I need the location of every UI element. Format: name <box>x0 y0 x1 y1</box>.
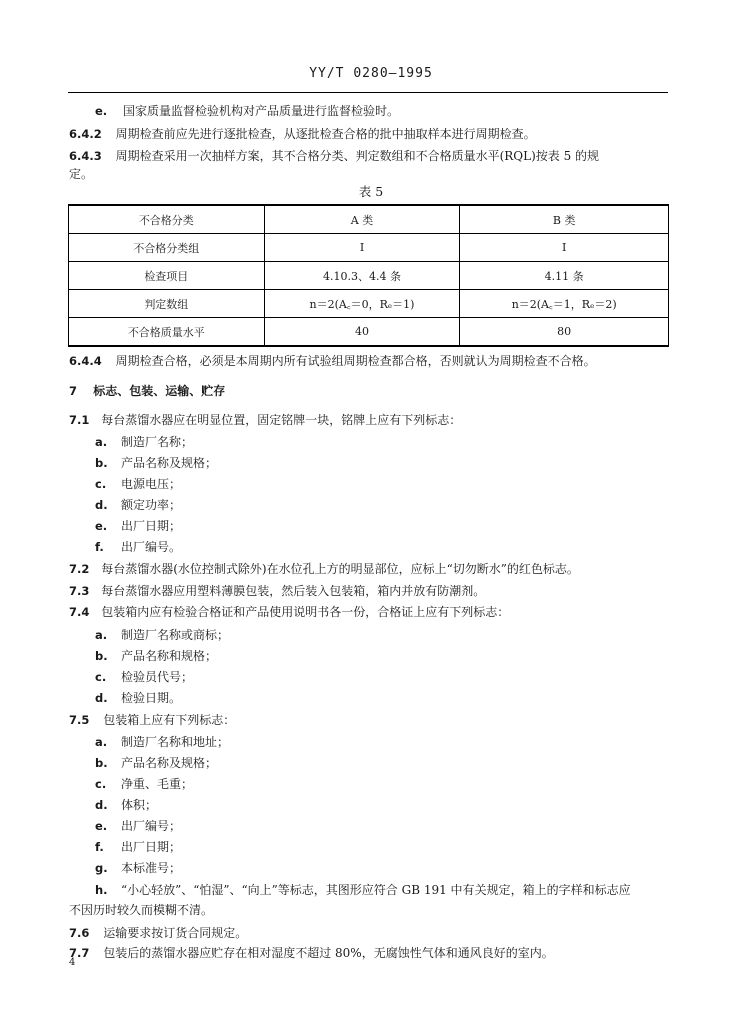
clause-text: 周期检查合格，必须是本周期内所有试验组周期检查都合格，否则就认为周期检查不合格。 <box>115 354 596 368</box>
clause-continuation: 定。 <box>69 167 94 181</box>
item-label: c. <box>95 477 107 491</box>
item-label: f. <box>95 540 104 554</box>
item-label: g. <box>95 861 108 875</box>
clause-text: 包装后的蒸馏水器应贮存在相对湿度不超过 80%，无腐蚀性气体和通风良好的室内。 <box>103 946 554 960</box>
clause-7-2 <box>69 561 579 577</box>
section-number: 7 <box>69 384 78 398</box>
item-text: 净重、毛重； <box>121 777 194 791</box>
clause-number: 7.7 <box>69 946 90 960</box>
item-text: 国家质量监督检验机构对产品质量进行监督检验时。 <box>123 104 400 118</box>
list-item <box>95 797 157 813</box>
list-item <box>95 476 181 492</box>
item-text: 产品名称及规格； <box>121 756 218 770</box>
list-item <box>95 627 229 643</box>
clause-6-4-3 <box>69 148 599 164</box>
item-text: 检验员代号； <box>121 670 194 684</box>
clause-7-4 <box>69 604 509 620</box>
clause-6-4-4 <box>69 353 596 369</box>
clause-number: 7.2 <box>69 562 90 576</box>
clause-7-1 <box>69 412 461 428</box>
clause-6-4-2 <box>69 126 536 142</box>
table-row <box>69 318 669 347</box>
clause-text: 每台蒸馏水器(水位控制式除外)在水位孔上方的明显部位，应标上“切勿断水”的红色标志。 <box>101 562 579 576</box>
item-label: c. <box>95 670 107 684</box>
table-cell: 不合格质量水平 <box>69 318 265 347</box>
standard-header: YY/T 0280—1995 <box>309 66 433 81</box>
item-label: h. <box>95 883 108 897</box>
item-text: 制造厂名称； <box>121 435 194 449</box>
clause-text: 包装箱内应有检验合格证和产品使用说明书各一份，合格证上应有下列标志： <box>101 605 510 619</box>
item-label: d. <box>95 498 108 512</box>
list-item <box>95 103 399 119</box>
item-text: 检验日期。 <box>121 691 182 705</box>
item-label: b. <box>95 756 108 770</box>
list-item <box>95 669 193 685</box>
table-cell: A 类 <box>264 205 460 234</box>
clause-number: 7.4 <box>69 605 90 619</box>
item-text: “小心轻放”、“怕湿”、“向上”等标志，其图形应符合 GB 191 中有关规定，箱上的字样和标志应 <box>121 883 631 897</box>
clause-number: 6.4.2 <box>69 127 102 141</box>
item-label: e. <box>95 819 108 833</box>
clause-text: 周期检查前应先进行逐批检查，从逐批检查合格的批中抽取样本进行周期检查。 <box>115 127 536 141</box>
table-cell: 判定数组 <box>69 290 265 318</box>
item-label: b. <box>95 456 108 470</box>
item-text: 本标准号； <box>121 861 182 875</box>
list-item <box>95 882 631 898</box>
clause-7-5 <box>69 712 235 728</box>
table-row <box>69 234 669 262</box>
clause-text: 每台蒸馏水器应在明显位置，固定铭牌一块，铭牌上应有下列标志： <box>101 413 462 427</box>
table-cell: 不合格分类 <box>69 205 265 234</box>
table-cell: 80 <box>460 318 669 347</box>
table-cell: 检查项目 <box>69 262 265 290</box>
section-title: 标志、包装、运输、贮存 <box>93 384 226 398</box>
clause-text: 包装箱上应有下列标志： <box>103 713 236 727</box>
table-row <box>69 290 669 318</box>
item-label: f. <box>95 840 104 854</box>
list-item <box>95 776 193 792</box>
table-row <box>69 262 669 290</box>
clause-continuation: 不因历时较久而模糊不清。 <box>69 903 214 917</box>
table-cell: Ⅰ <box>264 234 460 262</box>
item-text: 制造厂名称和地址； <box>121 735 230 749</box>
clause-text: 周期检查采用一次抽样方案，其不合格分类、判定数组和不合格质量水平(RQL)按表 5 的规 <box>115 149 600 163</box>
table-cell: 40 <box>264 318 460 347</box>
list-item <box>95 434 193 450</box>
clause-number: 7.3 <box>69 584 90 598</box>
item-label: e. <box>95 104 108 118</box>
item-text: 出厂编号； <box>121 819 182 833</box>
list-item <box>95 734 229 750</box>
item-label: e. <box>95 519 108 533</box>
clause-7-6 <box>69 925 247 941</box>
list-item <box>95 518 181 534</box>
item-label: d. <box>95 798 108 812</box>
list-item <box>95 755 217 771</box>
clause-text: 每台蒸馏水器应用塑料薄膜包装，然后装入包装箱，箱内并放有防潮剂。 <box>101 584 486 598</box>
item-text: 体积； <box>121 798 158 812</box>
item-text: 产品名称及规格； <box>121 456 218 470</box>
item-label: d. <box>95 691 108 705</box>
item-text: 出厂日期； <box>121 840 182 854</box>
table-cell: B 类 <box>460 205 669 234</box>
table-cell: 4.11 条 <box>460 262 669 290</box>
table-row <box>69 205 669 234</box>
table-cell: 4.10.3、4.4 条 <box>264 262 460 290</box>
item-label: c. <box>95 777 107 791</box>
table-cell: n＝2(A꜀＝1，Rₑ＝2) <box>460 290 669 318</box>
clause-number: 7.6 <box>69 926 90 940</box>
table-5 <box>68 204 669 347</box>
table-cell: n＝2(A꜀＝0，Rₑ＝1) <box>264 290 460 318</box>
list-item <box>95 648 217 664</box>
item-label: a. <box>95 435 108 449</box>
list-item <box>95 690 181 706</box>
clause-number: 7.5 <box>69 713 90 727</box>
item-label: a. <box>95 628 108 642</box>
clause-number: 7.1 <box>69 413 90 427</box>
clause-7-7 <box>69 945 554 961</box>
item-text: 电源电压； <box>121 477 182 491</box>
clause-7-3 <box>69 583 485 599</box>
clause-number: 6.4.3 <box>69 149 102 163</box>
clause-text: 运输要求按订货合同规定。 <box>103 926 248 940</box>
list-item <box>95 839 181 855</box>
item-text: 制造厂名称或商标； <box>121 628 230 642</box>
header-rule <box>68 92 668 93</box>
item-text: 出厂日期； <box>121 519 182 533</box>
item-text: 出厂编号。 <box>121 540 182 554</box>
item-label: b. <box>95 649 108 663</box>
list-item <box>95 860 181 876</box>
table-caption: 表 5 <box>358 184 384 199</box>
table-cell: 不合格分类组 <box>69 234 265 262</box>
list-item <box>95 818 181 834</box>
item-text: 产品名称和规格； <box>121 649 218 663</box>
item-label: a. <box>95 735 108 749</box>
page-number: 4 <box>69 957 76 968</box>
list-item <box>95 455 217 471</box>
table-cell: Ⅰ <box>460 234 669 262</box>
item-text: 额定功率； <box>121 498 182 512</box>
section-7-heading <box>69 383 225 399</box>
clause-number: 6.4.4 <box>69 354 102 368</box>
list-item <box>95 497 181 513</box>
list-item <box>95 539 181 555</box>
